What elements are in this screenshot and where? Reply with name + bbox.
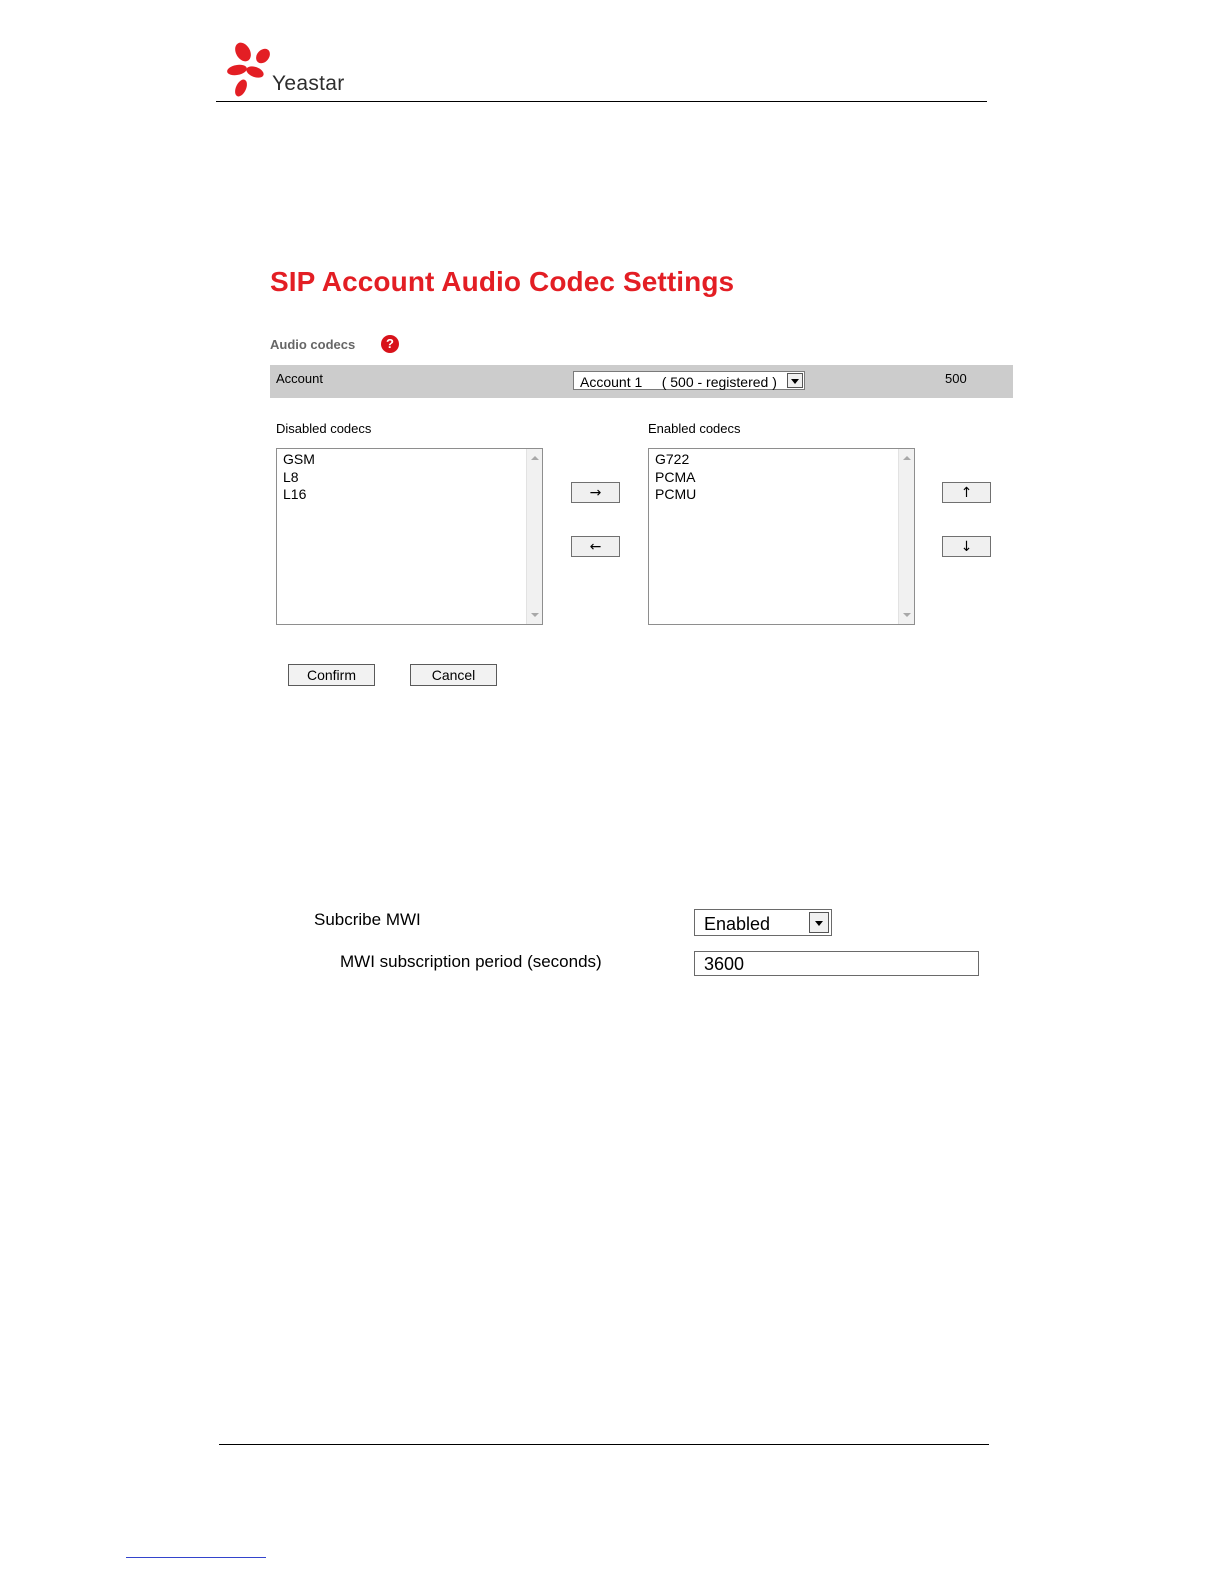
scroll-down-icon[interactable] [903,613,911,617]
scroll-up-icon[interactable] [903,456,911,460]
subscribe-mwi-label: Subcribe MWI [314,910,421,929]
move-to-disabled-button[interactable]: ← [571,536,620,557]
mwi-period-label: MWI subscription period (seconds) [340,952,602,971]
move-to-enabled-button[interactable]: → [571,482,620,503]
list-item[interactable]: PCMU [655,486,697,502]
chevron-down-icon[interactable] [787,373,803,388]
account-label: Account [276,371,323,386]
confirm-button[interactable]: Confirm [288,664,375,686]
list-item[interactable]: G722 [655,451,690,467]
logo-text: Yeastar [272,72,345,95]
mwi-period-value: 3600 [704,954,745,974]
list-item[interactable]: L8 [283,468,299,485]
list-item[interactable]: PCMA [655,468,696,485]
subscribe-mwi-value: Enabled [704,914,771,934]
help-icon[interactable]: ? [381,335,399,353]
header-divider [216,101,987,102]
footer-divider [219,1444,989,1445]
move-down-button[interactable]: ↓ [942,536,991,557]
scroll-up-icon[interactable] [531,456,539,460]
move-up-button[interactable]: ↑ [942,482,991,503]
audio-codecs-section-label: Audio codecs [270,337,356,352]
footer-link-underline [126,1557,266,1558]
enabled-codecs-list[interactable] [648,448,915,625]
list-item[interactable]: GSM [283,451,315,467]
chevron-down-icon[interactable] [809,912,829,933]
scrollbar[interactable] [898,449,914,624]
subscribe-mwi-select[interactable] [694,909,832,936]
account-select[interactable] [573,371,805,390]
mwi-period-input[interactable] [694,951,979,976]
cancel-button[interactable]: Cancel [410,664,497,686]
scroll-down-icon[interactable] [531,613,539,617]
disabled-codecs-list[interactable] [276,448,543,625]
account-select-value: Account 1 ( 500 - registered ) [580,374,777,390]
scrollbar[interactable] [526,449,542,624]
account-number: 500 [945,371,967,386]
enabled-codecs-label: Enabled codecs [648,421,741,436]
disabled-codecs-label: Disabled codecs [276,421,372,436]
page-title: SIP Account Audio Codec Settings [270,266,735,297]
list-item[interactable]: L16 [283,486,307,502]
